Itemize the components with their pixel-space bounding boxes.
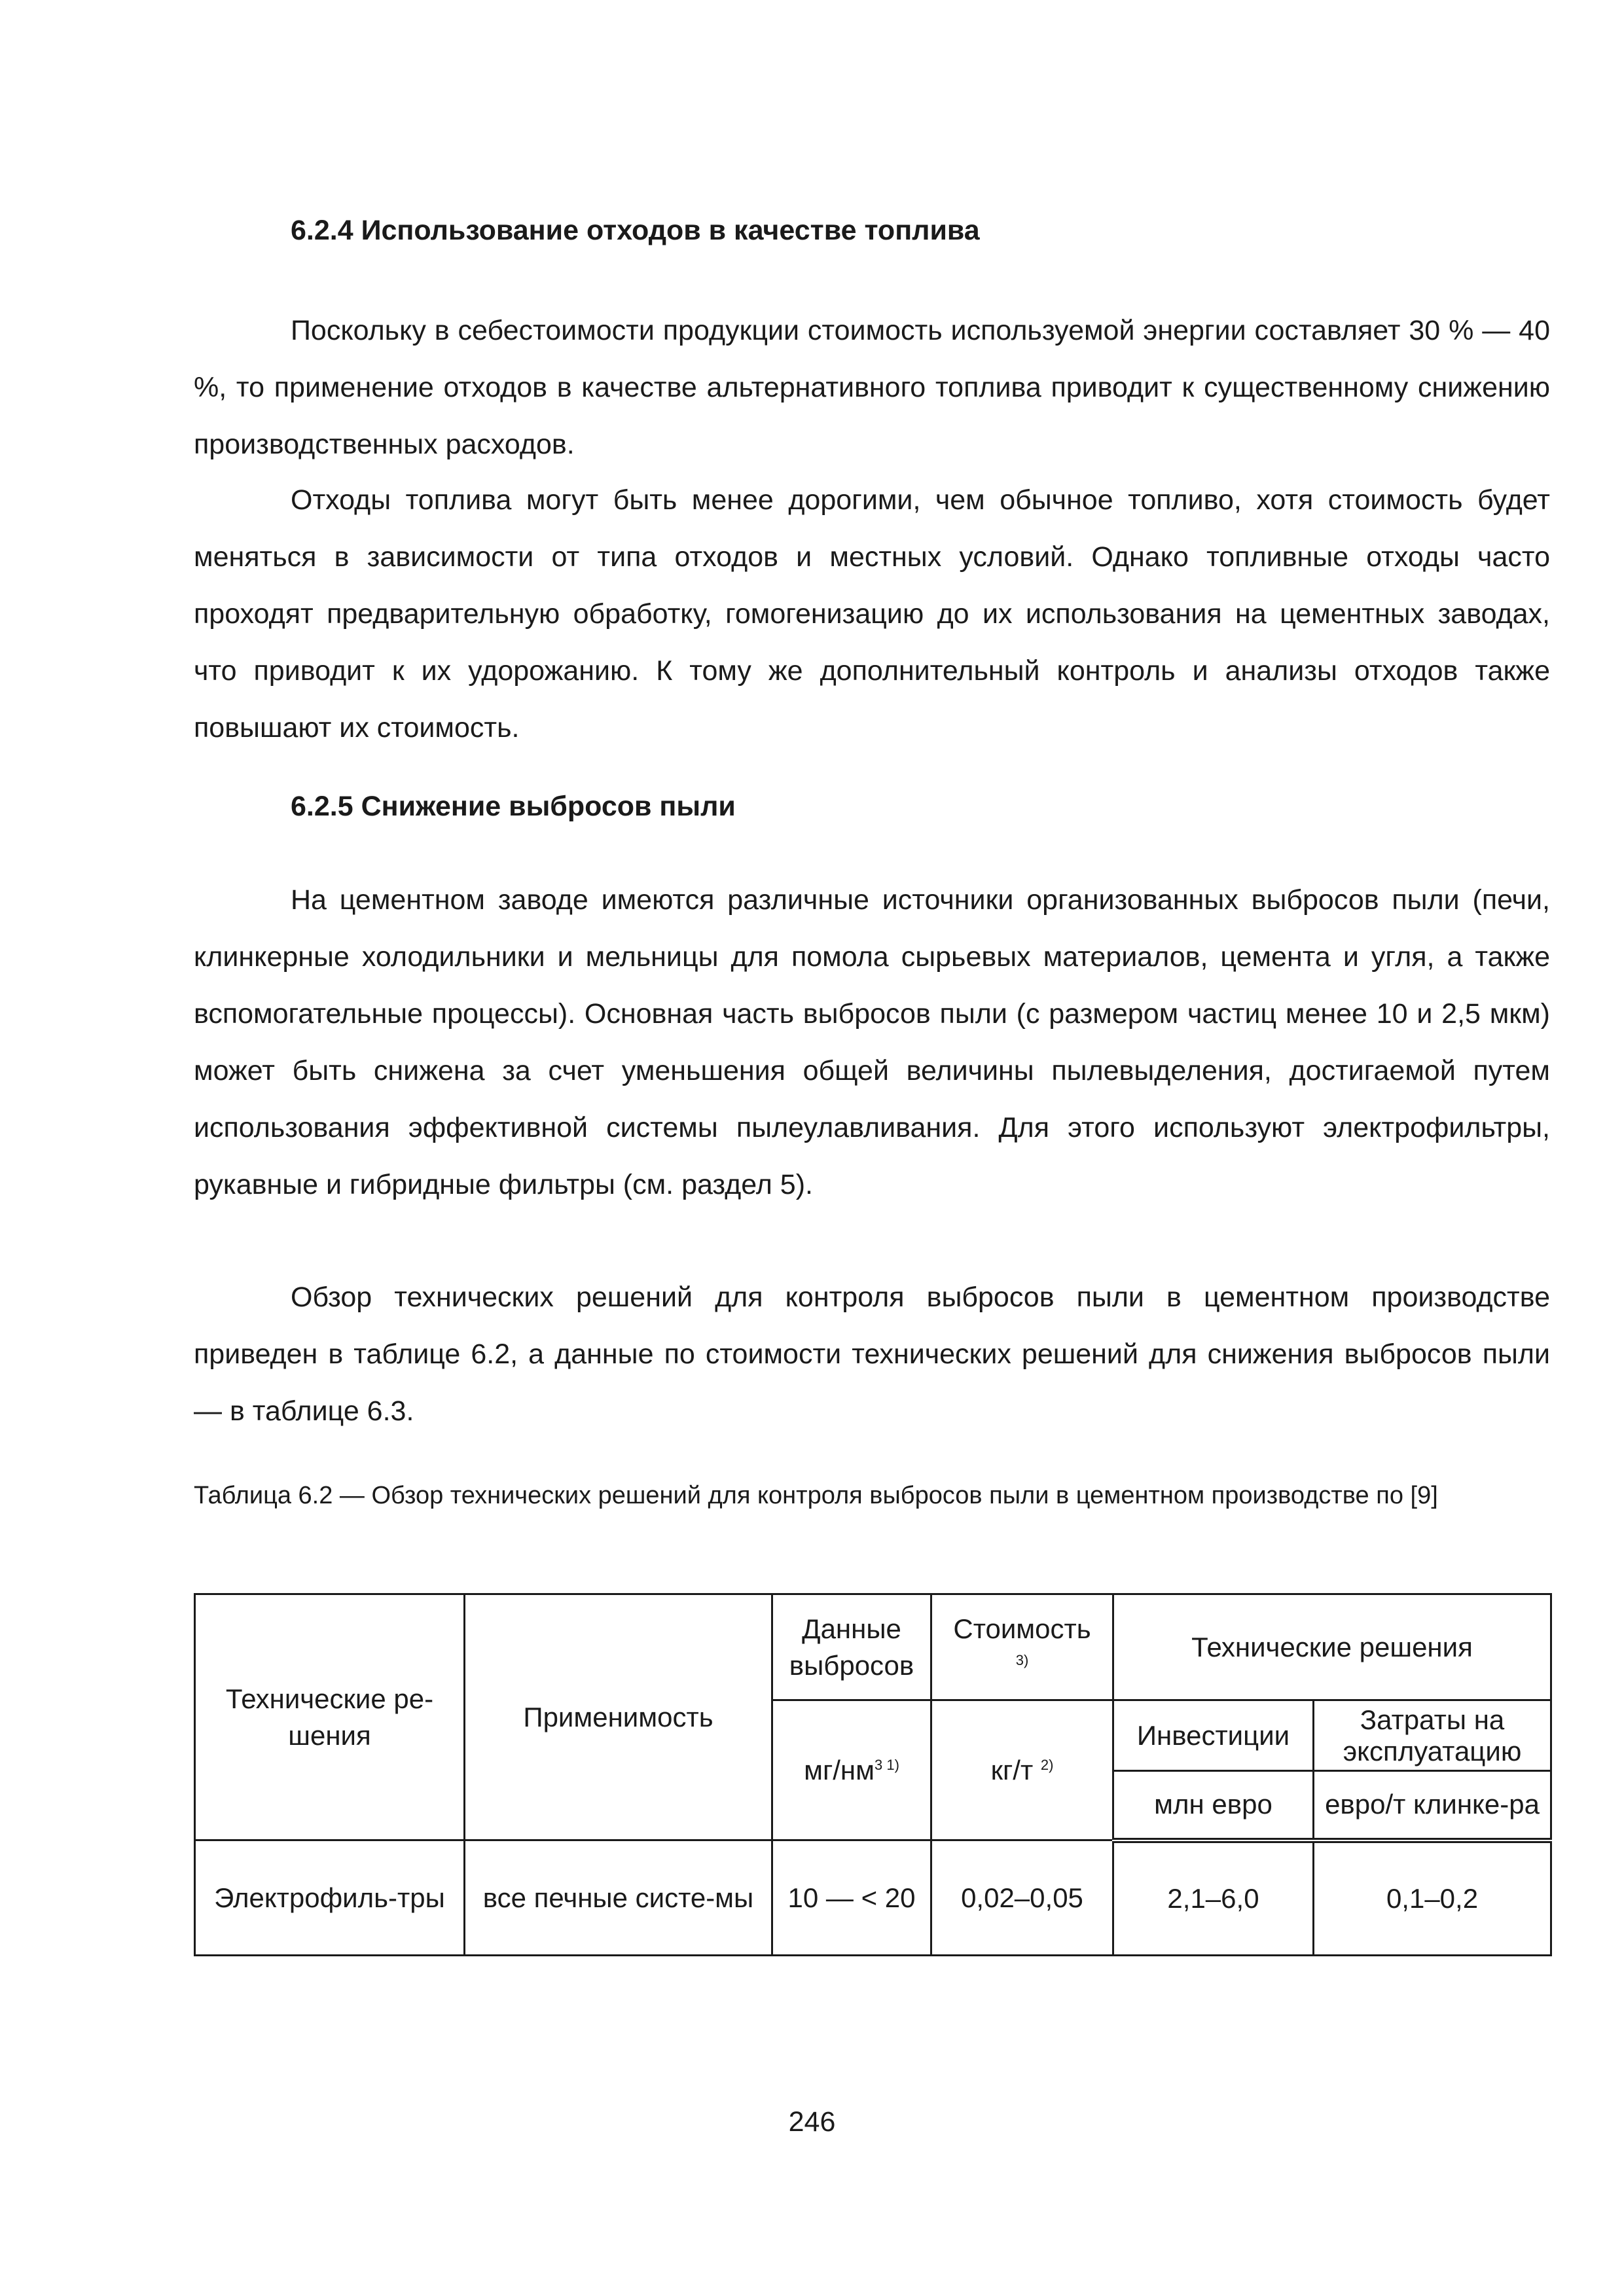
footnote-marker: 3 1) [875,1756,899,1773]
paragraph: Поскольку в себестоимости продукции стоимость используемой энергии составляет 30 % — 40 %, то применение отходов в качестве альтернативного топлива приводит к существенному снижению производственных расходов. [194,315,1550,460]
header-emissions: Данные выбросов [772,1594,931,1700]
document-page [194,0,1550,2296]
table-row [195,1840,1551,1956]
header-operating-costs: Затраты на эксплуатацию [1314,1700,1551,1771]
cell-applicability: все печные систе-мы [465,1840,772,1956]
cell-technique: Электрофиль-тры [195,1840,465,1956]
header-emissions-unit [772,1700,931,1840]
header-investment: Инвестиции [1113,1700,1314,1771]
cell-cost: 0,02–0,05 [931,1840,1113,1956]
header-technique: Технические ре-шения [195,1594,465,1840]
header-applicability: Применимость [465,1594,772,1840]
header-cost [931,1594,1113,1700]
paragraph: На цементном заводе имеются различные источники организованных выбросов пыли (печи, клинкерные холодильники и мельницы для помола сырьевых материалов, цемента и угля, а также вспомогательные процессы). Основная часть выбросов пыли (с размером частиц менее 10 и 2,5 мкм) может быть снижена за счет уменьшения общей величины пылевыделения, достигаемой путем использования эффективной системы пылеулавливания. Для этого используют электрофильтры, рукавные и гибридные фильтры (см. раздел 5). [194,884,1550,1200]
footnote-marker: 2) [1040,1756,1054,1773]
table-caption: Таблица 6.2 — Обзор технических решений для контроля выбросов пыли в цементном производстве по [9] [194,1482,1438,1509]
paragraph: Обзор технических решений для контроля выбросов пыли в цементном производстве приведен в таблице 6.2, а данные по стоимости технических решений для снижения выбросов пыли — в таблице 6.3. [194,1282,1550,1427]
header-cost-unit [931,1700,1113,1840]
cell-emissions: 10 — < 20 [772,1840,931,1956]
section-heading-6-2-5: 6.2.5 Снижение выбросов пыли [291,791,736,822]
dust-emissions-table [194,1593,1552,1956]
header-techniques-group: Технические решения [1113,1594,1551,1700]
unit-label: мг/нм [804,1754,875,1785]
header-operating-unit: евро/т клинке-ра [1314,1771,1551,1840]
cell-operating: 0,1–0,2 [1314,1840,1551,1956]
section-heading-6-2-4: 6.2.4 Использование отходов в качестве топлива [291,215,980,246]
cell-investment: 2,1–6,0 [1113,1840,1314,1956]
footnote-marker: 3) [1015,1651,1029,1668]
unit-label: кг/т [990,1754,1034,1785]
paragraph: Отходы топлива могут быть менее дорогими, чем обычное топливо, хотя стоимость будет меняться в зависимости от типа отходов и местных условий. Однако топливные отходы часто проходят предварительную обработку, гомогенизацию до их использования на цементных заводах, что приводит к их удорожанию. К тому же дополнительный контроль и анализы отходов также повышают их стоимость. [194,484,1550,744]
header-investment-unit: млн евро [1113,1771,1314,1840]
header-cost-label: Стоимость [953,1613,1091,1644]
page-number: 246 [788,2106,836,2138]
